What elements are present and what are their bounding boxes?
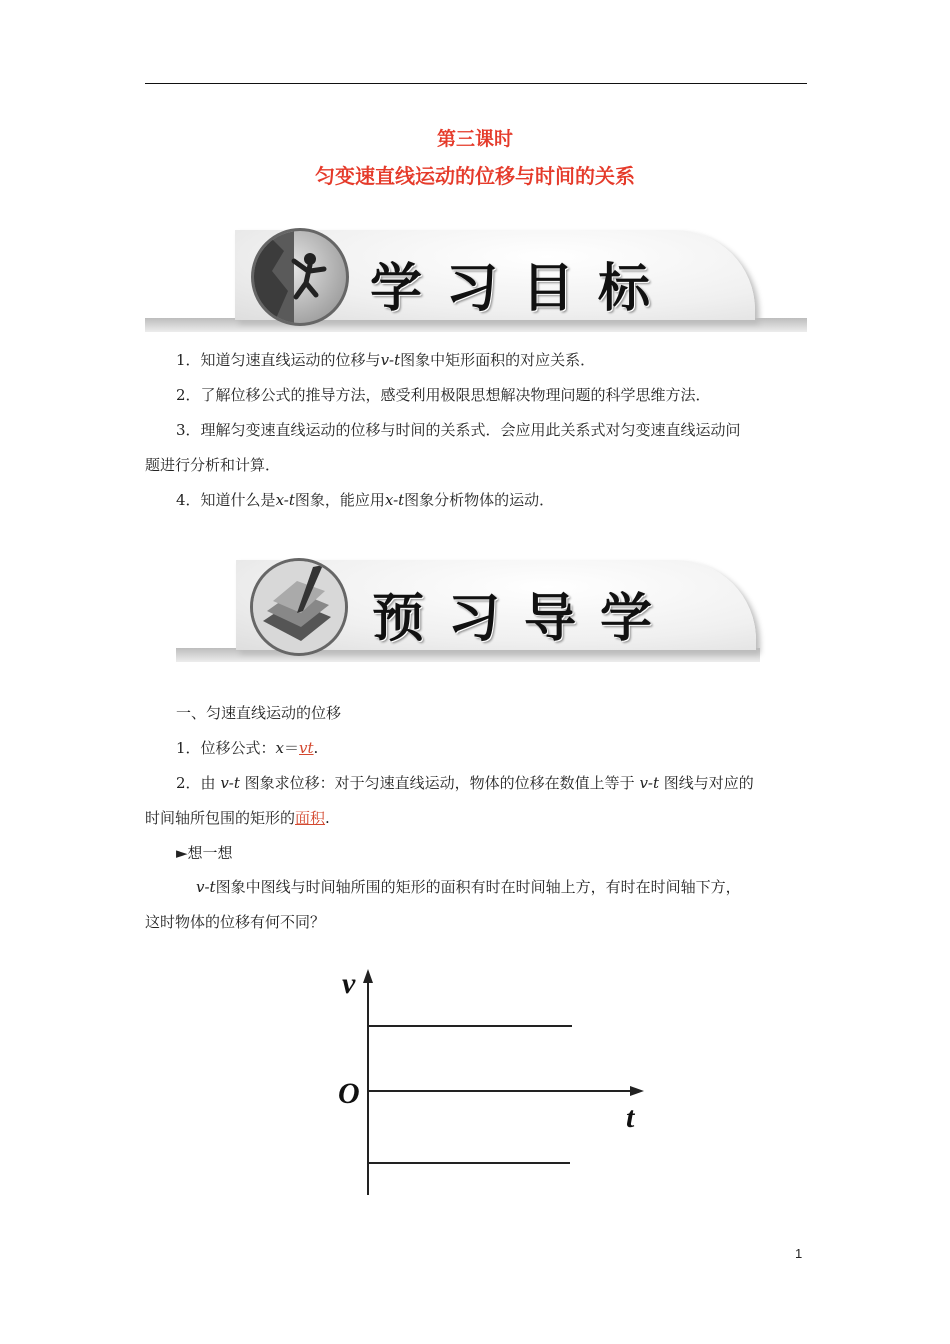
t-axis-label: t bbox=[626, 1101, 635, 1134]
header-rule bbox=[145, 83, 807, 84]
books-image bbox=[250, 558, 348, 656]
v-axis-arrow bbox=[363, 969, 373, 983]
think-label: ►想一想 bbox=[176, 844, 233, 862]
answer-blank: 面积 bbox=[295, 809, 326, 827]
preview-banner bbox=[176, 550, 760, 662]
lesson-title: 第三课时 bbox=[436, 128, 513, 150]
objective-4: 4．知道什么是x-t图象，能应用x-t图象分析物体的运动． bbox=[176, 491, 555, 509]
t-axis-arrow bbox=[630, 1086, 644, 1096]
vt-graph bbox=[330, 955, 660, 1205]
objective-3: 3．理解匀变速直线运动的位移与时间的关系式．会应用此关系式对匀变速直线运动问 bbox=[176, 421, 741, 439]
answer-blank: vt bbox=[299, 739, 314, 757]
origin-label: O bbox=[338, 1077, 360, 1110]
graph-item-cont: 时间轴所包围的矩形的面积. bbox=[145, 809, 330, 827]
objective-1: 1．知道匀速直线运动的位移与v-t图象中矩形面积的对应关系． bbox=[176, 351, 596, 369]
objective-3-cont: 题进行分析和计算． bbox=[145, 456, 281, 474]
think-question-cont: 这时物体的位移有何不同？ bbox=[145, 913, 326, 931]
formula-item: 1．位移公式：x＝vt. bbox=[176, 739, 319, 757]
section-heading: 一、匀速直线运动的位移 bbox=[176, 704, 342, 722]
think-question: v-t图象中图线与时间轴所围的矩形的面积有时在时间轴上方，有时在时间轴下方， bbox=[196, 878, 741, 896]
page-number: 1 bbox=[795, 1246, 803, 1261]
banner-title: 预习导学 bbox=[372, 589, 677, 649]
lesson-subtitle: 匀变速直线运动的位移与时间的关系 bbox=[315, 164, 635, 188]
objective-2: 2．了解位移公式的推导方法，感受利用极限思想解决物理问题的科学思维方法． bbox=[176, 386, 711, 404]
objectives-banner bbox=[145, 220, 807, 332]
graph-item: 2．由 v-t 图象求位移：对于匀速直线运动，物体的位移在数值上等于 v-t 图线与对应的 bbox=[176, 774, 754, 792]
banner-title: 学习目标 bbox=[370, 259, 675, 319]
climber-image bbox=[251, 228, 349, 326]
v-axis-label: v bbox=[342, 967, 356, 1000]
